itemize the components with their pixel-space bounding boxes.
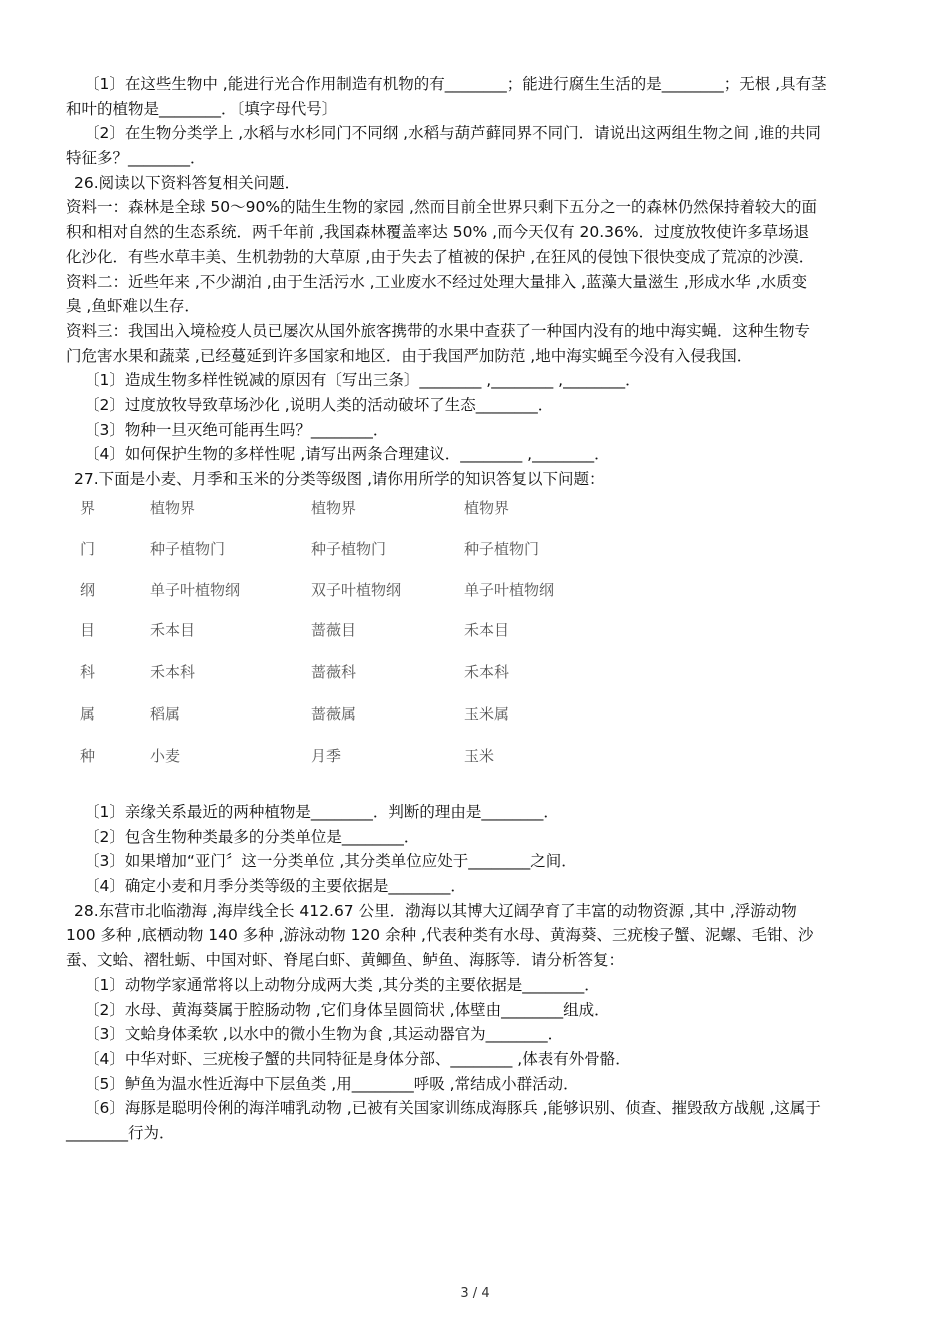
rose-cell: 蔷薇目 [311,621,357,639]
rose-cell: 双子叶植物纲 [311,581,402,599]
corn-cell: 单子叶植物纲 [464,581,555,599]
text-line: 〔3〕文蛤身体柔软 ,以水中的微小生物为食 ,其运动器官为________． [84,1025,564,1044]
text-line: 资料一：森林是全球 50～90%的陆生生物的家园 ,然而目前全世界只剩下五分之一的森林仍然保持着较大的面 [66,198,817,217]
text-line: 和叶的植物是________．〔填字母代号〕 [66,99,338,118]
text-line: 蚕、文蛤、褶牡蛎、中国对虾、脊尾白虾、黄鲫鱼、鲈鱼、海豚等．请分析答复： [66,951,625,970]
text-line: 100 多种 ,底栖动物 140 多种 ,游泳动物 120 余种 ,代表种类有水母、黄海葵、三疣梭子蟹、泥螺、毛钳、沙 [66,926,814,945]
text-line: 〔5〕鲈鱼为温水性近海中下层鱼类 ,用________呼吸 ,常结成小群活动． [84,1074,579,1093]
classification-table [80,497,640,787]
text-line: 〔6〕海豚是聪明伶俐的海洋哺乳动物 ,已被有关国家训练成海豚兵 ,能够识别、侦查、摧毁敌方战舰 ,这属于 [84,1099,821,1118]
classification-row [80,745,640,775]
text-line: ________行为． [66,1123,175,1142]
text-line: 〔2〕水母、黄海葵属于腔肠动物 ,它们身体呈圆筒状 ,体壁由________组成． [84,1000,610,1019]
classification-row [80,538,640,568]
text-line: 〔1〕动物学家通常将以上动物分成两大类 ,其分类的主要依据是________． [84,975,600,994]
text-line: 资料二：近些年来 ,不少湖泊 ,由于生活污水 ,工业废水不经过处理大量排入 ,蓝藻大量滋生 ,形成水华 ,水质变 [66,272,808,291]
questions-25-27-text [66,72,886,492]
rank-label: 科 [80,663,96,681]
corn-cell: 禾本目 [464,621,510,639]
corn-cell: 种子植物门 [464,540,540,558]
text-line: 〔2〕过度放牧导致草场沙化 ,说明人类的活动破坏了生态________． [84,395,554,414]
wheat-cell: 稻属 [150,705,181,723]
text-line: 化沙化．有些水草丰美、生机勃勃的大草原 ,由于失去了植被的保护 ,在狂风的侵蚀下很快变成了荒凉的沙漠． [66,247,815,266]
text-line: 26.阅读以下资料答复相关问题． [74,173,301,192]
rank-label: 种 [80,747,96,765]
rose-cell: 蔷薇科 [311,663,357,681]
questions-27-28-text [66,800,886,1146]
rose-cell: 种子植物门 [311,540,387,558]
text-line: 〔4〕如何保护生物的多样性呢 ,请写出两条合理建议．________ ,________． [84,445,610,464]
rank-label: 门 [80,540,96,558]
wheat-cell: 种子植物门 [150,540,226,558]
rank-label: 纲 [80,581,96,599]
text-line: 特征多？________． [66,149,206,168]
text-line: 资料三：我国出入境检疫人员已屡次从国外旅客携带的水果中查获了一种国内没有的地中海实蝇．这种生物专 [66,321,811,340]
classification-row [80,661,640,691]
text-line: 27.下面是小麦、月季和玉米的分类等级图 ,请你用所学的知识答复以下问题： [74,470,605,488]
rose-cell: 蔷薇属 [311,705,357,723]
wheat-cell: 单子叶植物纲 [150,581,241,599]
text-line: 〔3〕如果增加“亚门〞这一分类单位 ,其分类单位应处于________之间． [84,852,577,871]
wheat-cell: 禾本目 [150,621,196,639]
text-line: 〔2〕包含生物种类最多的分类单位是________． [84,827,420,846]
corn-cell: 禾本科 [464,663,510,681]
text-line: 门危害水果和蔬菜 ,已经蔓延到许多国家和地区．由于我国严加防范 ,地中海实蝇至今没有入侵我国． [66,346,753,365]
wheat-cell: 禾本科 [150,663,196,681]
corn-cell: 玉米 [464,747,495,765]
classification-row [80,497,640,527]
rank-label: 目 [80,621,96,639]
rose-cell: 月季 [311,747,342,765]
classification-row [80,619,640,649]
text-line: 〔4〕中华对虾、三疣梭子蟹的共同特征是身体分部、________ ,体表有外骨骼． [84,1049,631,1068]
corn-cell: 植物界 [464,499,510,517]
page-number: 3 / 4 [460,1286,490,1301]
classification-row [80,579,640,609]
text-line: 〔4〕确定小麦和月季分类等级的主要依据是________． [84,877,466,896]
text-line: 〔1〕在这些生物中 ,能进行光合作用制造有机物的有________；能进行腐生生活的是________；无根 ,具有茎 [84,75,827,93]
text-line: 〔3〕物种一旦灭绝可能再生吗？________． [84,420,389,439]
corn-cell: 玉米属 [464,705,510,723]
text-line: 臭 ,鱼虾难以生存． [66,297,200,316]
wheat-cell: 小麦 [150,747,181,765]
classification-row [80,703,640,733]
text-line: 〔1〕亲缘关系最近的两种植物是________．判断的理由是________． [84,803,559,821]
rank-label: 属 [80,705,96,723]
rose-cell: 植物界 [311,499,357,517]
wheat-cell: 植物界 [150,499,196,517]
rank-label: 界 [80,499,96,517]
text-line: 28.东营市北临渤海 ,海岸线全长 412.67 公里．渤海以其博大辽阔孕育了丰富的动物资源 ,其中 ,浮游动物 [74,901,797,920]
text-line: 〔2〕在生物分类学上 ,水稻与水杉同门不同纲 ,水稻与葫芦藓同界不同门．请说出这两组生物之间 ,谁的共同 [84,124,821,143]
text-line: 积和相对自然的生态系统．两千年前 ,我国森林覆盖率达 50% ,而今天仅有 20.36%．过度放牧使许多草场退 [66,223,810,242]
text-line: 〔1〕造成生物多样性锐减的原因有〔写出三条〕________ ,________ ,________． [84,371,641,390]
